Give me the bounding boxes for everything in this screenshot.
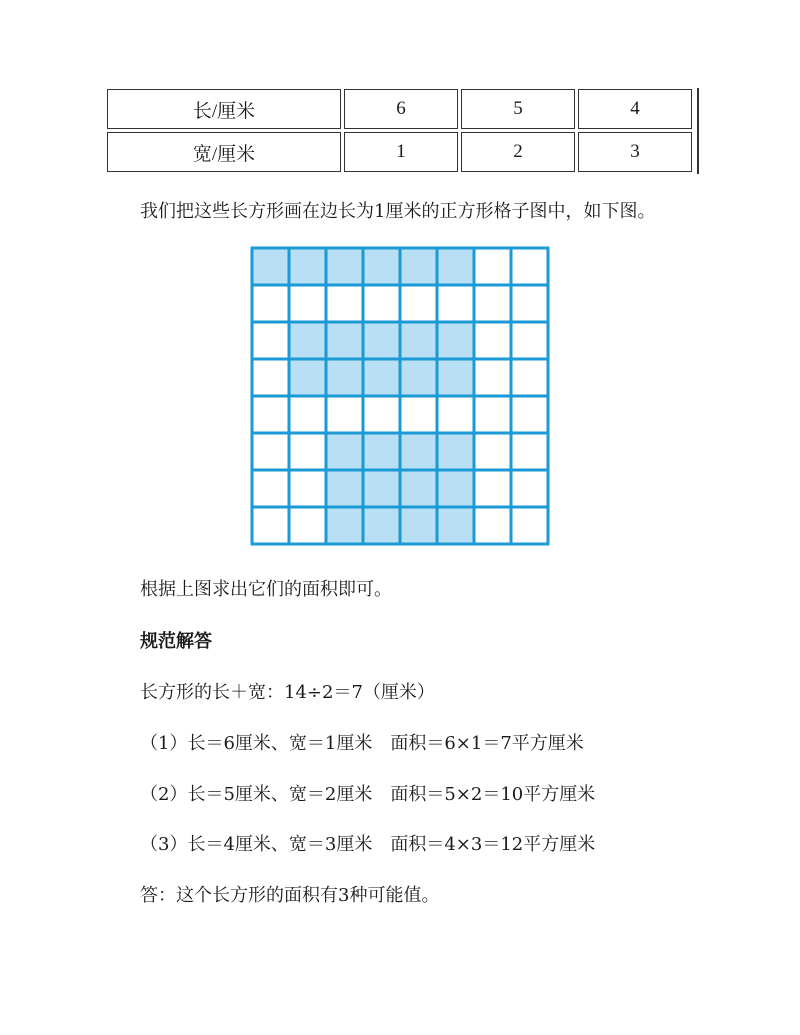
grid-cell-shaded: [363, 248, 400, 285]
grid-cell: [511, 507, 548, 544]
grid-cell-shaded: [437, 359, 474, 396]
grid-cell: [252, 359, 289, 396]
grid-cell-shaded: [363, 322, 400, 359]
grid-cell: [511, 433, 548, 470]
intro-text: 我们把这些长方形画在边长为1厘米的正方形格子图中，如下图。: [140, 201, 656, 222]
grid-cell: [289, 507, 326, 544]
grid-cell: [511, 359, 548, 396]
section-title: 规范解答: [140, 631, 212, 652]
grid-cell-shaded: [400, 433, 437, 470]
table-cell: 5: [461, 89, 575, 129]
grid-cell-shaded: [437, 470, 474, 507]
grid-cell: [474, 248, 511, 285]
grid-cell: [326, 285, 363, 322]
table-cell: 1: [344, 132, 458, 172]
answer-line: 答：这个长方形的面积有3种可能值。: [140, 885, 440, 906]
grid-cell-shaded: [326, 470, 363, 507]
grid-cell-shaded: [363, 433, 400, 470]
grid-cell-shaded: [289, 359, 326, 396]
grid-cell: [252, 322, 289, 359]
grid-cell-shaded: [437, 507, 474, 544]
table-cell: 2: [461, 132, 575, 172]
grid-cell: [252, 285, 289, 322]
grid-cell: [474, 507, 511, 544]
grid-cell: [474, 322, 511, 359]
grid-cell: [474, 359, 511, 396]
grid-cell-shaded: [326, 359, 363, 396]
grid-cell-shaded: [252, 248, 289, 285]
grid-cell-shaded: [400, 507, 437, 544]
square-grid-figure: [250, 246, 550, 546]
table-header-width: 宽/厘米: [107, 132, 341, 172]
grid-cell: [400, 396, 437, 433]
case-line-1: （1）长＝6厘米、宽＝1厘米 面积＝6×1＝7平方厘米: [140, 733, 584, 754]
grid-cell: [252, 470, 289, 507]
grid-cell: [252, 507, 289, 544]
table-cell: 4: [578, 89, 692, 129]
table-cell: 3: [578, 132, 692, 172]
grid-cell: [511, 322, 548, 359]
grid-cell-shaded: [437, 322, 474, 359]
grid-cell: [474, 470, 511, 507]
table-edge-line: [697, 88, 699, 174]
grid-cell-shaded: [363, 470, 400, 507]
grid-cell: [437, 396, 474, 433]
grid-cell-shaded: [363, 359, 400, 396]
case-line-2: （2）长＝5厘米、宽＝2厘米 面积＝5×2＝10平方厘米: [140, 784, 596, 805]
table-header-length: 长/厘米: [107, 89, 341, 129]
grid-cell-shaded: [400, 322, 437, 359]
grid-cell: [252, 396, 289, 433]
grid-cell-shaded: [363, 507, 400, 544]
grid-cell: [363, 396, 400, 433]
grid-cell: [289, 470, 326, 507]
grid-cell-shaded: [289, 322, 326, 359]
calc-sum-line: 长方形的长＋宽：14÷2＝7（厘米）: [140, 682, 435, 703]
grid-cell: [252, 433, 289, 470]
grid-cell: [289, 396, 326, 433]
dimension-table: [104, 86, 695, 175]
grid-cell: [474, 433, 511, 470]
grid-cell-shaded: [326, 248, 363, 285]
hint-text: 根据上图求出它们的面积即可。: [140, 579, 392, 600]
grid-cell-shaded: [437, 433, 474, 470]
grid-cell: [511, 470, 548, 507]
grid-cell: [363, 285, 400, 322]
grid-cell: [289, 285, 326, 322]
grid-cell-shaded: [289, 248, 326, 285]
grid-cell: [474, 285, 511, 322]
grid-cell-shaded: [326, 507, 363, 544]
grid-cell: [400, 285, 437, 322]
grid-cell: [474, 396, 511, 433]
table-row-length: [107, 89, 692, 129]
grid-cell-shaded: [400, 248, 437, 285]
grid-cell-shaded: [326, 322, 363, 359]
grid-cell: [289, 433, 326, 470]
case-line-3: （3）长＝4厘米、宽＝3厘米 面积＝4×3＝12平方厘米: [140, 834, 596, 855]
table-row-width: [107, 132, 692, 172]
grid-cell: [326, 396, 363, 433]
grid-cell-shaded: [400, 359, 437, 396]
grid-cell-shaded: [400, 470, 437, 507]
table-cell: 6: [344, 89, 458, 129]
grid-cell-shaded: [326, 433, 363, 470]
grid-cell-shaded: [437, 248, 474, 285]
grid-cell: [511, 396, 548, 433]
grid-cell: [511, 285, 548, 322]
grid-cell: [437, 285, 474, 322]
grid-cell: [511, 248, 548, 285]
